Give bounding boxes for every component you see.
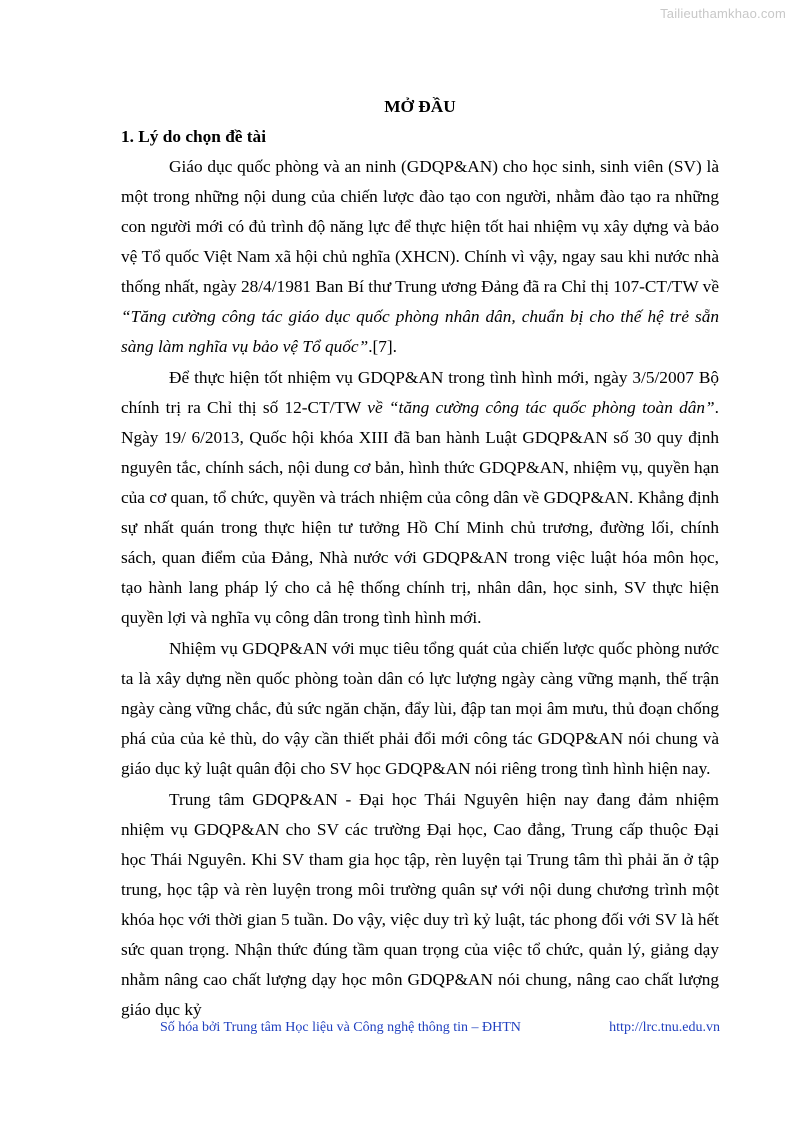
section-heading: 1. Lý do chọn đề tài [121,127,266,146]
paragraph-1-text: Giáo dục quốc phòng và an ninh (GDQP&AN) cho học sinh, sinh viên (SV) là một trong những nội dung của chiến lược đào tạo con người, nhằm đào tạo ra những con người mới có đủ trình độ năng lực để thực hiện tốt hai nhiệm vụ xây dựng và bảo vệ Tổ quốc Việt Nam xã hội chủ nghĩa (XHCN). Chính vì vậy, ngay sau khi nước nhà thống nhất, ngày 28/4/1981 Ban Bí thư Trung ương Đảng đã ra Chỉ thị 107-CT/TW về [121,157,719,296]
paragraph-2-rest: . Ngày 19/ 6/2013, Quốc hội khóa XIII đã ban hành Luật GDQP&AN số 30 quy định nguyên tắc, chính sách, nội dung cơ bản, hình thức GDQP&AN, nhiệm vụ, quyền hạn của cơ quan, tổ chức, quyền và trách nhiệm của công dân về GDQP&AN. Khẳng định sự nhất quán trong thực hiện tư tưởng Hồ Chí Minh chủ trương, đường lối, chính sách, quan điểm của Đảng, Nhà nước với GDQP&AN trong việc luật hóa môn học, tạo hành lang pháp lý cho cả hệ thống chính trị, nhân dân, học sinh, SV thực hiện quyền lợi và nghĩa vụ công dân trong tình hình mới. [121,398,719,627]
paragraph-1 [121,152,719,362]
footer-credit: Số hóa bởi Trung tâm Học liệu và Công nghệ thông tin – ĐHTN [160,1020,521,1035]
footer-link[interactable]: http://lrc.tnu.edu.vn [609,1020,720,1035]
watermark: Tailieuthamkhao.com [660,6,786,21]
document-body [121,92,719,1025]
paragraph-2-text: Để thực hiện tốt nhiệm vụ GDQP&AN trong tình hình mới, ngày 3/5/2007 Bộ chính trị ra Chỉ thị số 12-CT/TW [121,368,719,417]
paragraph-1-citation: .[7]. [368,337,397,356]
paragraph-2 [121,363,719,633]
page-footer [160,1020,720,1036]
paragraph-4: Trung tâm GDQP&AN - Đại học Thái Nguyên hiện nay đang đảm nhiệm nhiệm vụ GDQP&AN cho SV các trường Đại học, Cao đẳng, Trung cấp thuộc Đại học Thái Nguyên. Khi SV tham gia học tập, rèn luyện tại Trung tâm thì phải ăn ở tập trung, học tập và rèn luyện trong môi trường quân sự với nội dung chương trình một khóa học với thời gian 5 tuần. Do vậy, việc duy trì kỷ luật, tác phong đối với SV là hết sức quan trọng. Nhận thức đúng tầm quan trọng của việc tổ chức, quản lý, giảng dạy nhằm nâng cao chất lượng dạy học môn GDQP&AN nói chung, nâng cao chất lượng giáo dục kỷ [121,790,719,1019]
page-title: MỞ ĐẦU [384,97,456,116]
paragraph-1-quote: “Tăng cường công tác giáo dục quốc phòng nhân dân, chuẩn bị cho thế hệ trẻ sẵn sàng làm nghĩa vụ bảo vệ Tổ quốc” [121,307,719,356]
paragraph-3: Nhiệm vụ GDQP&AN với mục tiêu tổng quát của chiến lược quốc phòng nước ta là xây dựng nền quốc phòng toàn dân có lực lượng ngày càng vững mạnh, thế trận ngày càng vững chắc, đủ sức ngăn chặn, đẩy lùi, đập tan mọi âm mưu, thủ đoạn chống phá của của kẻ thù, do vậy cần thiết phải đổi mới công tác GDQP&AN nói chung và giáo dục kỷ luật quân đội cho SV học GDQP&AN nói riêng trong tình hình hiện nay. [121,639,719,778]
paragraph-2-quote: về “tăng cường công tác quốc phòng toàn dân” [367,398,715,417]
